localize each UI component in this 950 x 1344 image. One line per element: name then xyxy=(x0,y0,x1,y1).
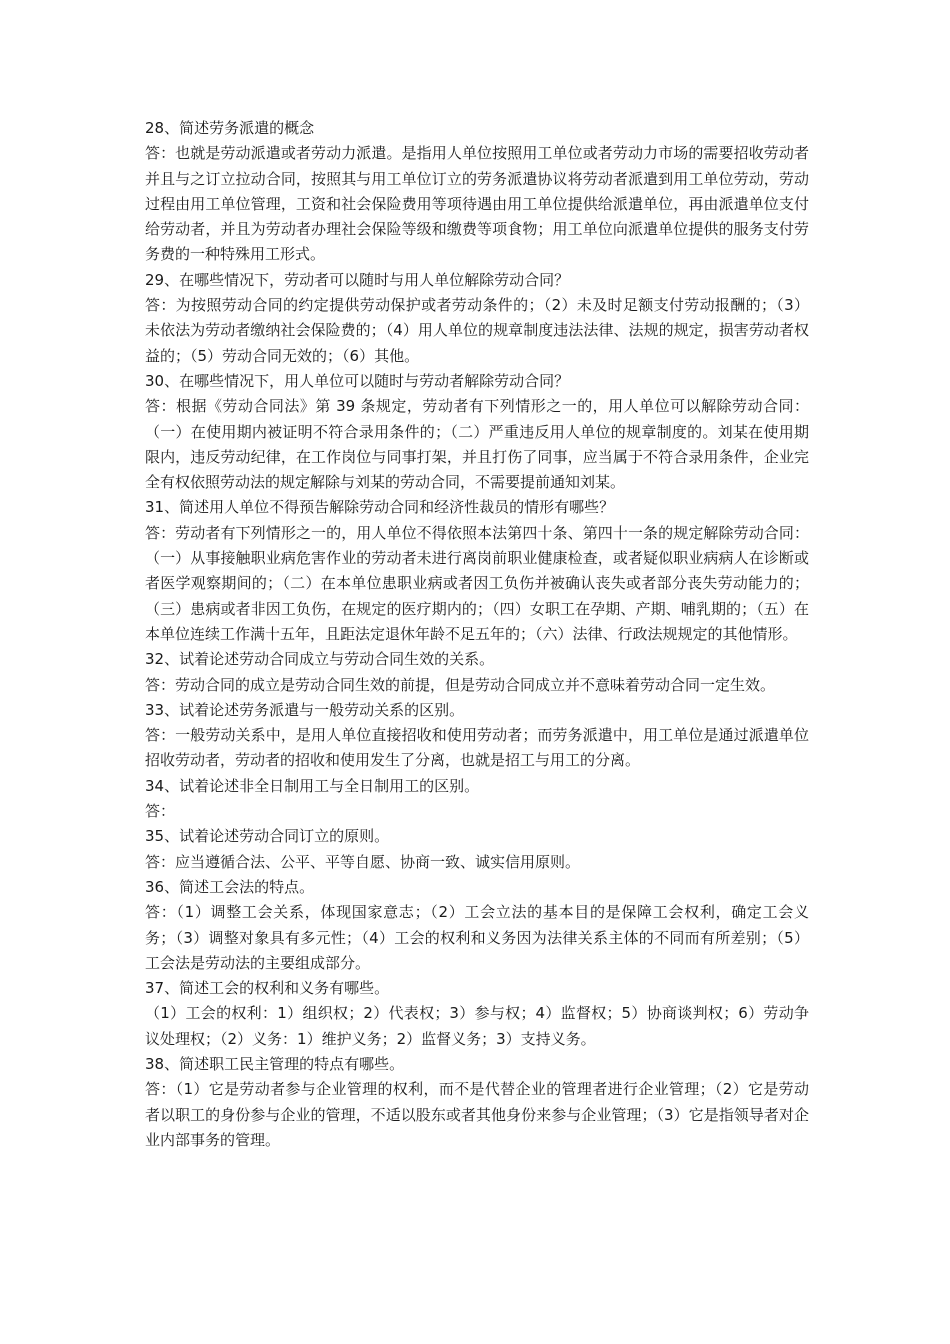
answer-37: （1）工会的权利：1）组织权；2）代表权；3）参与权；4）监督权；5）协商谈判权；6）劳动争议处理权；（2）义务：1）维护义务；2）监督义务；3）支持义务。 xyxy=(145,1004,809,1048)
qa-item-28 xyxy=(145,116,809,268)
qa-item-31 xyxy=(145,495,809,647)
qa-item-33 xyxy=(145,698,809,774)
answer-29: 答：为按照劳动合同的约定提供劳动保护或者劳动条件的；（2）未及时足额支付劳动报酬的；（3）未依法为劳动者缴纳社会保险费的；（4）用人单位的规章制度违法法律、法规的规定，损害劳动者权益的；（5）劳动合同无效的；（6）其他。 xyxy=(145,296,809,365)
answer-32: 答：劳动合同的成立是劳动合同生效的前提，但是劳动合同成立并不意味着劳动合同一定生效。 xyxy=(145,675,776,694)
qa-item-37 xyxy=(145,976,809,1052)
question-28: 28、简述劳务派遣的概念 xyxy=(145,119,315,137)
answer-36: 答：（1）调整工会关系，体现国家意志；（2）工会立法的基本目的是保障工会权利，确定工会义务；（3）调整对象具有多元性；（4）工会的权利和义务因为法律关系主体的不同而有所差别；（5）工会法是劳动法的主要组成部分。 xyxy=(145,903,809,972)
qa-item-32 xyxy=(145,647,809,698)
answer-31: 答：劳动者有下列情形之一的，用人单位不得依照本法第四十条、第四十一条的规定解除劳动合同：（一）从事接触职业病危害作业的劳动者未进行离岗前职业健康检查，或者疑似职业病病人在诊断或者医学观察期间的；（二）在本单位患职业病或者因工负伤并被确认丧失或者部分丧失劳动能力的；（三）患病或者非因工负伤，在规定的医疗期内的；（四）女职工在孕期、产期、哺乳期的；（五）在本单位连续工作满十五年，且距法定退休年龄不足五年的；（六）法律、行政法规规定的其他情形。 xyxy=(145,523,809,643)
question-37: 37、简述工会的权利和义务有哪些。 xyxy=(145,979,390,998)
answer-35: 答：应当遵循合法、公平、平等自愿、协商一致、诚实信用原则。 xyxy=(145,852,581,871)
answer-28: 答：也就是劳动派遣或者劳动力派遣。是指用人单位按照用工单位或者劳动力市场的需要招收劳动者并且与之订立拉动合同，按照其与用工单位订立的劳务派遣协议将劳动者派遣到用工单位劳动，劳动过程由用工单位管理，工资和社会保险费用等项待遇由用工单位提供给派遣单位，再由派遣单位支付给劳动者，并且为劳动者办理社会保险等级和缴费等项食物；用工单位向派遣单位提供的服务支付劳务费的一种特殊用工形式。 xyxy=(145,144,809,264)
qa-item-36 xyxy=(145,875,809,976)
question-32: 32、试着论述劳动合同成立与劳动合同生效的关系。 xyxy=(145,650,495,669)
qa-item-34 xyxy=(145,774,809,825)
answer-33: 答：一般劳动关系中，是用人单位直接招收和使用劳动者；而劳务派遣中，用工单位是通过派遣单位招收劳动者，劳动者的招收和使用发生了分离，也就是招工与用工的分离。 xyxy=(145,726,809,770)
answer-34: 答： xyxy=(145,802,176,821)
question-30: 30、在哪些情况下，用人单位可以随时与劳动者解除劳动合同？ xyxy=(145,371,570,390)
question-29: 29、在哪些情况下，劳动者可以随时与用人单位解除劳动合同？ xyxy=(145,270,570,289)
question-34: 34、试着论述非全日制用工与全日制用工的区别。 xyxy=(145,776,480,795)
qa-item-35 xyxy=(145,824,809,875)
qa-item-38 xyxy=(145,1052,809,1153)
qa-item-29 xyxy=(145,268,809,369)
qa-item-30 xyxy=(145,369,809,495)
question-38: 38、简述职工民主管理的特点有哪些。 xyxy=(145,1054,405,1073)
question-33: 33、试着论述劳务派遣与一般劳动关系的区别。 xyxy=(145,700,465,719)
answer-30: 答：根据《劳动合同法》第 39 条规定，劳动者有下列情形之一的，用人单位可以解除劳动合同：（一）在使用期内被证明不符合录用条件的；（二）严重违反用人单位的规章制度的。刘某在使用期限内，违反劳动纪律，在工作岗位与同事打架，并且打伤了同事，应当属于不符合录用条件，企业完全有权依照劳动法的规定解除与刘某的劳动合同，不需要提前通知刘某。 xyxy=(145,397,809,492)
answer-38: 答：（1）它是劳动者参与企业管理的权利，而不是代替企业的管理者进行企业管理；（2）它是劳动者以职工的身份参与企业的管理，不适以股东或者其他身份来参与企业管理；（3）它是指领导者对企业内部事务的管理。 xyxy=(145,1080,809,1149)
document-body xyxy=(145,116,809,1153)
question-35: 35、试着论述劳动合同订立的原则。 xyxy=(145,827,390,846)
question-31: 31、简述用人单位不得预告解除劳动合同和经济性裁员的情形有哪些？ xyxy=(145,498,615,517)
question-36: 36、简述工会法的特点。 xyxy=(145,877,315,896)
